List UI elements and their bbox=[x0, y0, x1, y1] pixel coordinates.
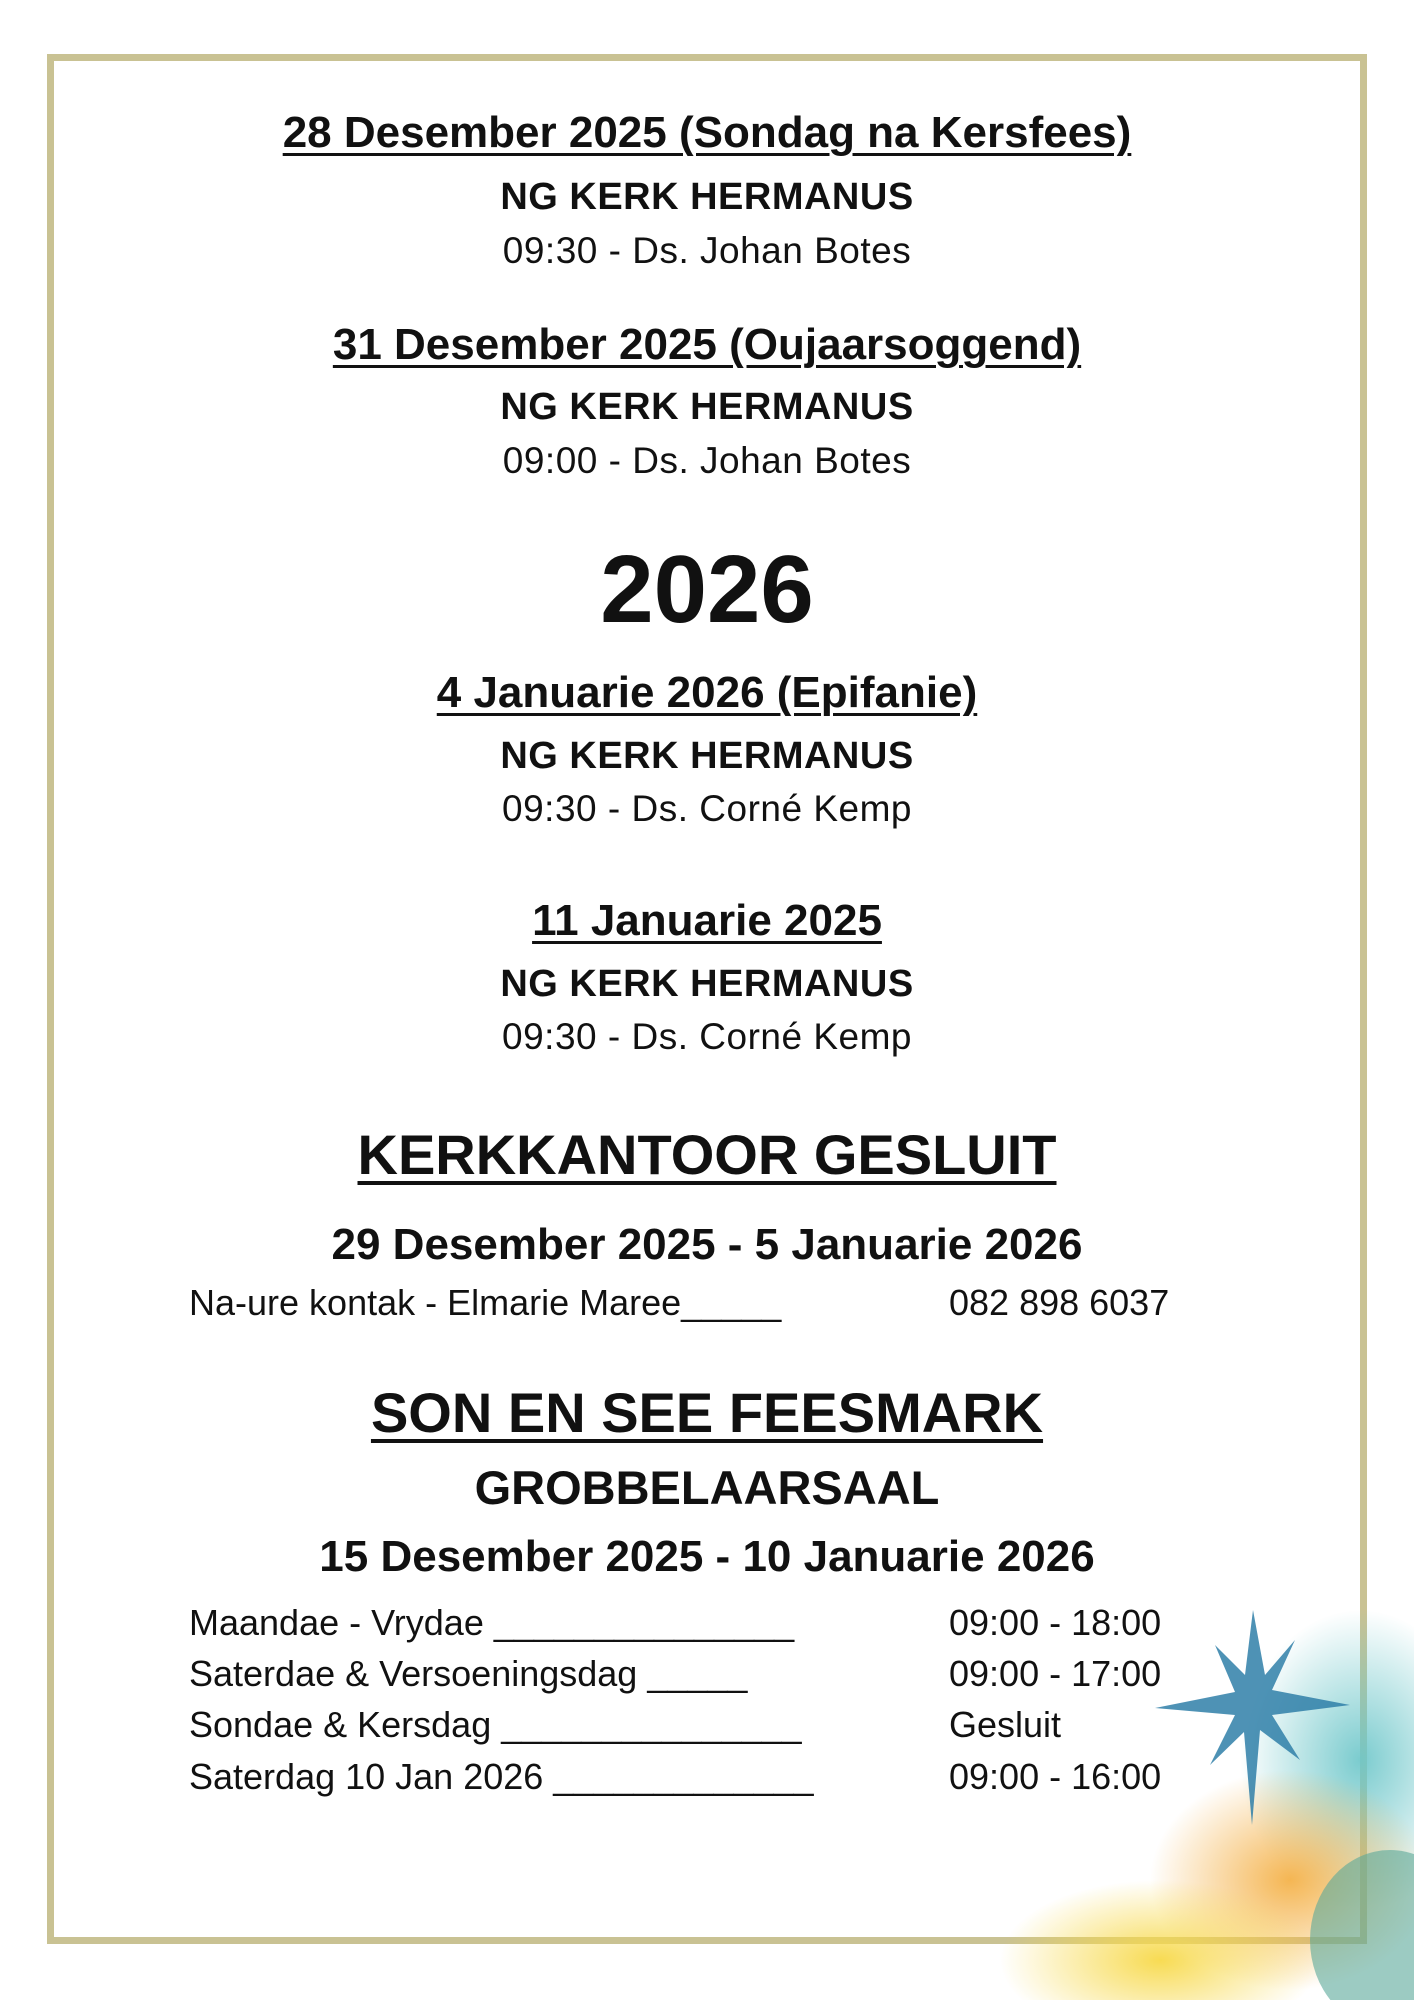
service-date: 28 Desember 2025 (Sondag na Kersfees) bbox=[282, 108, 1132, 157]
market-venue: GROBBELAARSAAL bbox=[474, 1461, 940, 1514]
year-heading: 2026 bbox=[600, 536, 814, 643]
hours-day: Saterdag 10 Jan 2026 _____________ bbox=[189, 1756, 814, 1797]
contact-phone: 082 898 6037 bbox=[949, 1282, 1170, 1323]
church-name: NG KERK HERMANUS bbox=[500, 386, 914, 428]
church-name: NG KERK HERMANUS bbox=[500, 735, 914, 777]
market-heading: SON EN SEE FEESMARK bbox=[370, 1381, 1044, 1444]
service-time: 09:30 - Ds. Johan Botes bbox=[502, 230, 912, 271]
hours-day: Sondae & Kersdag _______________ bbox=[189, 1704, 802, 1745]
hours-time: 09:00 - 17:00 bbox=[949, 1653, 1162, 1694]
hours-day: Maandae - Vrydae _______________ bbox=[189, 1602, 795, 1643]
hours-time: 09:00 - 16:00 bbox=[949, 1756, 1162, 1797]
service-time: 09:30 - Ds. Corné Kemp bbox=[502, 788, 912, 829]
hours-day: Saterdae & Versoeningsdag _____ bbox=[189, 1653, 748, 1694]
hours-time: 09:00 - 18:00 bbox=[949, 1602, 1162, 1643]
service-date: 4 Januarie 2026 (Epifanie) bbox=[436, 668, 978, 717]
service-time: 09:00 - Ds. Johan Botes bbox=[502, 440, 912, 481]
service-time: 09:30 - Ds. Corné Kemp bbox=[502, 1016, 912, 1057]
contact-label: Na-ure kontak - Elmarie Maree_____ bbox=[189, 1282, 782, 1323]
office-closed-period: 29 Desember 2025 - 5 Januarie 2026 bbox=[331, 1220, 1083, 1269]
service-date: 31 Desember 2025 (Oujaarsoggend) bbox=[332, 320, 1082, 369]
market-period: 15 Desember 2025 - 10 Januarie 2026 bbox=[319, 1532, 1095, 1581]
service-date: 11 Januarie 2025 bbox=[532, 896, 882, 945]
church-name: NG KERK HERMANUS bbox=[500, 963, 914, 1005]
church-name: NG KERK HERMANUS bbox=[500, 176, 914, 218]
office-closed-heading: KERKKANTOOR GESLUIT bbox=[357, 1123, 1057, 1186]
hours-time: Gesluit bbox=[949, 1704, 1062, 1745]
